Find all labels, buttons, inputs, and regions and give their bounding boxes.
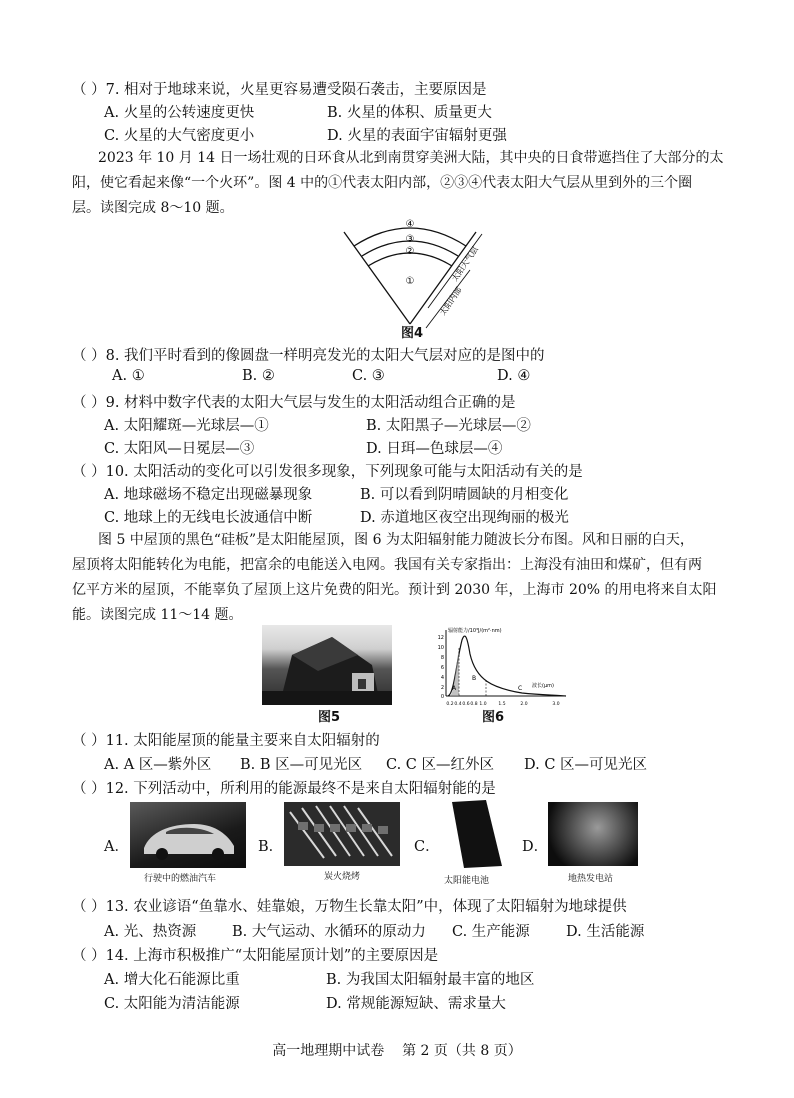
question-13-option-c: C. 生产能源 [452,924,530,940]
figure-6-x-tick: 0.4 [454,702,462,707]
figure-6-y-tick: 6 [440,665,444,671]
question-10-option-d: D. 赤道地区夜空出现绚丽的极光 [360,510,569,526]
question-8-option-d: D. ④ [497,368,531,384]
figure-4-label-2: ② [405,246,415,257]
question-14-stem: （ ）14. 上海市积极推广“太阳能屋顶计划”的主要原因是 [72,948,439,964]
question-7-stem: （ ）7. 相对于地球来说，火星更容易遭受陨石袭击，主要原因是 [72,82,487,98]
geothermal-plant-photo [548,802,638,866]
question-9-option-a: A. 太阳耀斑—光球层—① [104,418,269,434]
figure-6-y-tick: 8 [440,655,444,661]
figure-4-label-4: ④ [405,219,415,230]
question-12-option-d: D． [522,839,549,855]
figure-6-zone-a: A [452,685,457,692]
material-solar-roof-line-4: 能。读图完成 11～14 题。 [72,607,243,623]
material-solar-roof [72,528,732,628]
question-13-option-d: D. 生活能源 [566,924,645,940]
question-14-option-a: A. 增大化石能源比重 [104,972,240,988]
car-photo [130,802,246,868]
question-14-option-b: B. 为我国太阳辐射最丰富的地区 [326,972,535,988]
figure-6-zone-b: B [472,675,477,682]
question-13-stem: （ ）13. 农业谚语“鱼靠水、娃靠娘，万物生长靠太阳”中，体现了太阳辐射为地球提供 [72,899,627,915]
solar-cell-panel [452,800,502,868]
material-solar-roof-line-2: 屋顶将太阳能转化为电能，把富余的电能送入电网。我国有关专家指出：上海没有油田和煤矿，但有两 [72,557,702,573]
figure-6-x-label: 波长(μm) [532,683,554,689]
question-8-option-a: A. ① [112,368,145,384]
figure-4-outer-label: 太阳大气层 [450,244,481,284]
figure-4-sun-layers [330,212,490,334]
figure-6-x-tick: 1.0 [479,702,487,707]
material-solar-roof-line-1: 图 5 中屋顶的黑色“硅板”是太阳能屋顶，图 6 为太阳辐射能力随波长分布图。风和日丽的白天， [98,532,694,548]
question-12-stem: （ ）12. 下列活动中，所利用的能源最终不是来自太阳辐射能的是 [72,781,496,797]
figure-6-y-label: 辐射能力/10³J/(m²·nm) [448,628,502,634]
question-9-option-b: B. 太阳黑子—光球层—② [366,418,531,434]
question-13-option-a: A. 光、热资源 [104,924,197,940]
question-8-stem: （ ）8. 我们平时看到的像圆盘一样明亮发光的太阳大气层对应的是图中的 [72,348,545,364]
solar-cell-photo [448,800,504,870]
car-caption: 行驶中的燃油汽车 [144,874,217,884]
question-12-option-a: A． [104,839,129,855]
question-9-stem: （ ）9. 材料中数字代表的太阳大气层与发生的太阳活动组合正确的是 [72,395,516,411]
question-12-option-c: C． [414,839,440,855]
question-11-option-c: C. C 区—红外区 [386,757,494,773]
figure-5-house-drawing [262,625,392,705]
figure-6-x-tick: 2.0 [520,702,528,707]
figure-6-x-tick: 3.0 [552,702,560,707]
skewers [290,806,392,858]
question-10-stem: （ ）10. 太阳活动的变化可以引发很多现象，下列现象可能与太阳活动有关的是 [72,464,583,480]
material-eclipse-line-3: 层。读图完成 8～10 题。 [72,200,234,216]
car-wheel-rear [212,848,224,860]
material-eclipse-line-1: 2023 年 10 月 14 日一场壮观的日环食从北到南贯穿美洲大陆，其中央的日食带遮挡住了大部分的太 [98,150,724,166]
question-7-option-b: B. 火星的体积、质量更大 [327,105,492,121]
question-9-option-c: C. 太阳风—日冕层—③ [104,441,255,457]
material-eclipse [72,146,732,221]
figure-4-inner-label: 太阳内部 [438,285,464,318]
figure-6-radiation-chart [432,624,572,708]
figure-5-caption: 图5 [318,710,341,725]
figure-6-caption: 图6 [482,710,505,725]
question-10-option-c: C. 地球上的无线电长波通信中断 [104,510,313,526]
figure-6-y-tick: 2 [440,685,444,691]
question-11-option-a: A. A 区—紫外区 [104,757,212,773]
geothermal-plant-caption: 地热发电站 [568,874,614,884]
material-solar-roof-line-3: 亿平方米的屋顶，不能辜负了屋顶上这片免费的阳光。预计到 2030 年，上海市 20% 的用电将来自太阳 [72,582,717,598]
figure-6-x-tick: 0.6 [462,702,470,707]
question-14-option-c: C. 太阳能为清洁能源 [104,996,240,1012]
figure-6-y-tick: 12 [437,635,444,641]
figure-6-y-tick: 0 [440,694,444,700]
question-11-option-d: D. C 区—可见光区 [524,757,648,773]
question-13-option-b: B. 大气运动、水循环的原动力 [232,924,426,940]
page-footer: 高一地理期中试卷 第 2 页（共 8 页） [272,1043,522,1059]
figure-4-caption: 图4 [401,326,424,341]
barbecue-photo [284,802,400,866]
question-10-option-b: B. 可以看到阴晴圆缺的月相变化 [360,487,569,503]
question-14-option-d: D. 常规能源短缺、需求量大 [326,996,506,1012]
figure-6-y-tick: 10 [437,645,444,651]
figure-6-zone-c: C [518,685,523,692]
solar-cell-caption: 太阳能电池 [444,876,490,886]
figure-6-x-tick: 1.5 [498,702,506,707]
question-9-option-d: D. 日珥—色球层—④ [366,441,503,457]
figure-6-x-tick: 0.2 [446,702,454,707]
car-drawing [130,802,246,868]
barbecue-drawing [284,802,400,866]
question-8-option-c: C. ③ [352,368,385,384]
question-7-option-c: C. 火星的大气密度更小 [104,128,255,144]
question-7-option-d: D. 火星的表面宇宙辐射更强 [327,128,507,144]
question-11-stem: （ ）11. 太阳能屋顶的能量主要来自太阳辐射的 [72,733,380,749]
question-10-option-a: A. 地球磁场不稳定出现磁暴现象 [104,487,313,503]
figure-5-window [358,679,366,689]
figure-5-solar-roof-photo [262,625,392,705]
car-wheel-front [156,848,168,860]
figure-4-label-1: ① [405,276,415,287]
material-eclipse-line-2: 阳，使它看起来像“一个火环”。图 4 中的①代表太阳内部，②③④代表太阳大气层从里到外的三个圈 [72,175,693,191]
figure-6-y-tick: 4 [440,675,444,681]
question-7-option-a: A. 火星的公转速度更快 [104,105,255,121]
question-8-option-b: B. ② [242,368,275,384]
figure-5-ground [262,691,392,705]
barbecue-caption: 炭火烧烤 [324,872,361,882]
figure-4-label-3: ③ [405,234,415,245]
question-11-option-b: B. B 区—可见光区 [240,757,363,773]
figure-6-x-tick: 0.8 [470,702,478,707]
question-12-option-b: B． [258,839,284,855]
